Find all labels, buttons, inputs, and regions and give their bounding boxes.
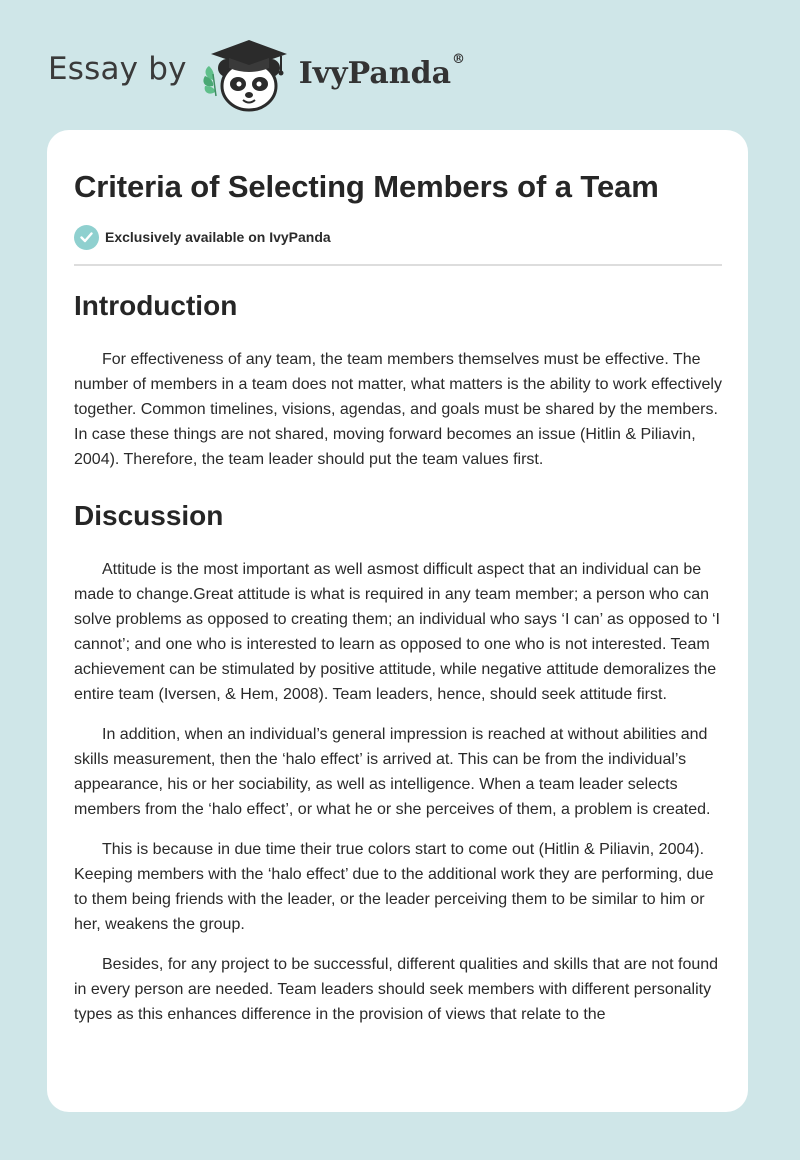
panda-graduate-icon <box>201 34 293 112</box>
leaf-icon <box>203 66 216 96</box>
brand-name-text: IvyPanda <box>298 55 452 91</box>
section-heading: Discussion <box>74 500 224 531</box>
section-discussion <box>74 499 722 1027</box>
site-header <box>48 34 465 112</box>
exclusive-label: Exclusively available on IvyPanda <box>105 229 331 245</box>
essay-card <box>47 130 748 1112</box>
essay-by-label: Essay by <box>48 51 187 87</box>
brand-name[interactable] <box>298 51 466 91</box>
paragraph: Attitude is the most important as well asmost difficult aspect that an individual can be made to change.Great attitude is what is required in any team member; a person who can solve problems as opposed to creating them; an individual who says ‘I can’ as opposed to ‘I cannot’; and one who is interested to learn as opposed to one who is not interested. Team achievement can be stimulated by positive attitude, while negative attitude demoralizes the entire team (Iversen, & Hem, 2008). Team leaders, hence, should seek attitude first. <box>74 561 720 703</box>
paragraph: In addition, when an individual’s general impression is reached at without abilities and skills measurement, then the ‘halo effect’ is arrived at. This can be from the individual’s appearance, his or her sociability, as well as intelligence. When a team leader selects members from the ‘halo effect’, or what he or she perceives of them, a problem is created. <box>74 726 711 818</box>
paragraph: Besides, for any project to be successful, different qualities and skills that are not found in every person are needed. Team leaders should seek members with different personality types as this enhances difference in the provision of views that relate to the <box>74 956 719 1023</box>
divider <box>74 264 722 266</box>
section-heading: Introduction <box>74 290 238 321</box>
paragraph: For effectiveness of any team, the team members themselves must be effective. The number of members in a team does not matter, what matters is the ability to work effectively together. Common timelines, visions, agendas, and goals must be shared by the members. In case these things are not shared, moving forward becomes an issue (Hitlin & Piliavin, 2004). Therefore, the team leader should put the team values first. <box>74 351 722 468</box>
check-circle-icon <box>74 225 99 250</box>
paragraph: This is because in due time their true colors start to come out (Hitlin & Piliavin, 2004). Keeping members with the ‘halo effect’ due to the additional work they are performing, due to them being friends with the leader, or the leader perceiving them to be similar to him or her, weakens the group. <box>74 841 714 933</box>
section-introduction <box>74 289 722 472</box>
registered-mark: ® <box>452 51 466 67</box>
page-title: Criteria of Selecting Members of a Team <box>74 169 659 204</box>
exclusive-badge <box>74 224 722 250</box>
